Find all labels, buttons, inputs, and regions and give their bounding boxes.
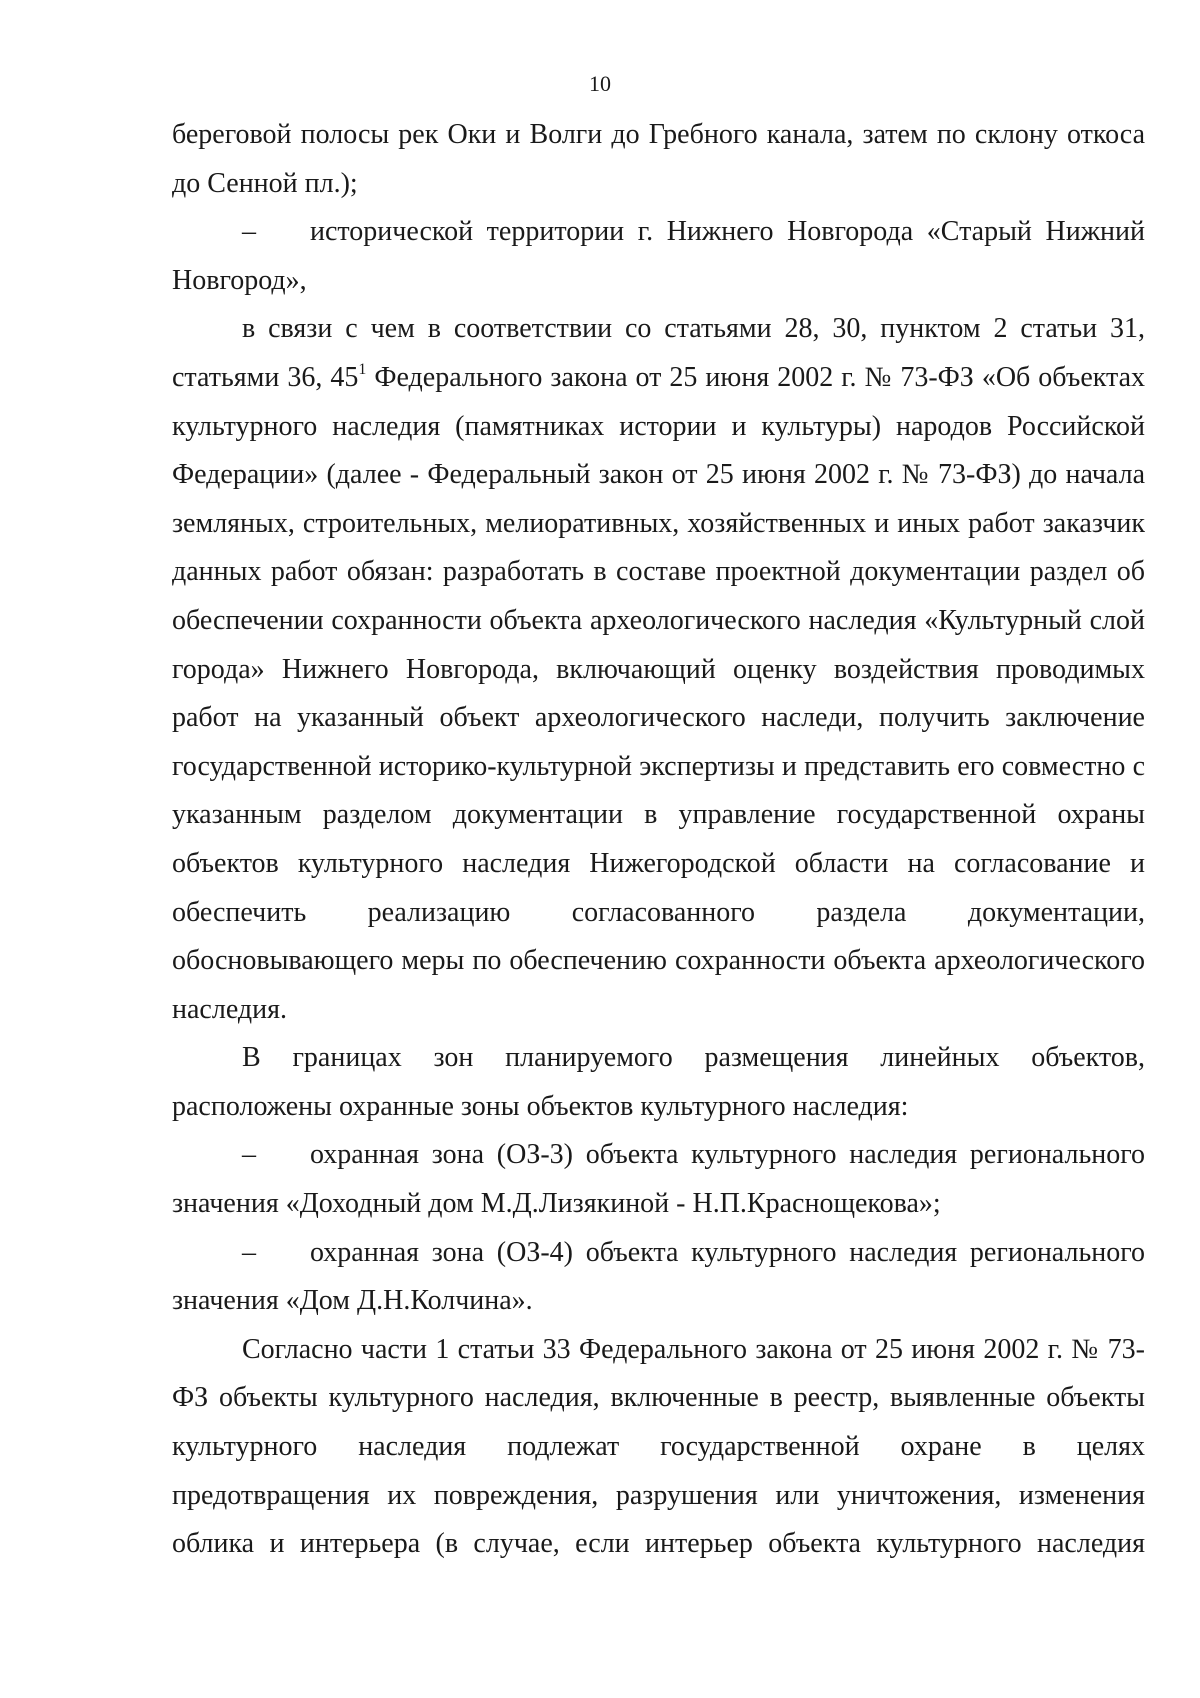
- list-item-text: исторической территории г. Нижнего Новгорода «Старый Нижний Новгород»,: [172, 216, 1145, 296]
- paragraph-article-33: [172, 1326, 1145, 1569]
- dash-bullet: –: [242, 1139, 256, 1171]
- list-item-oz3: [172, 1131, 1145, 1228]
- list-item-historic-territory: [172, 208, 1145, 305]
- paragraph-text: береговой полосы рек Оки и Волги до Гребного канала, затем по склону откоса до Сенной пл.);: [172, 119, 1145, 199]
- list-item-text: охранная зона (ОЗ-4) объекта культурного наследия регионального значения «Дом Д.Н.Колчина».: [172, 1236, 1145, 1317]
- paragraph-legal-requirements: [172, 305, 1145, 1034]
- paragraph-continuation: [172, 111, 1145, 208]
- dash-bullet: –: [242, 1236, 256, 1268]
- superscript-mark: 1: [358, 360, 367, 378]
- paragraph-text-part: Федерального закона от 25 июня 2002 г. № 73-ФЗ «Об объектах культурного наследия (памятниках истории и культуры) народов Российской Федерации» (далее - Федеральный закон от 25 июня 2002 г. № 73-ФЗ) до начала земляных, строительных, мелиоративных, хозяйственных и иных работ заказчик данных работ обязан: разработать в составе проектной документации раздел об обеспечении сохранности объекта археологического наследия «Культурный слой города» Нижнего Новгорода, включающий оценку воздействия проводимых работ на указанный объект археологического наследи, получить заключение государственной историко-культурной экспертизы и представить его совместно с указанным разделом документации в управление государственной охраны объектов культурного наследия Нижегородской области на согласование и обеспечить реализацию согласованного раздела документации, обосновывающего меры по обеспечению сохранности объекта археологического наследия.: [172, 361, 1146, 1025]
- paragraph-text-part: в связи с чем в соответствии со статьями 28, 30, пунктом 2 статьи 31, статьями 36, 45: [172, 313, 1145, 393]
- document-body: [172, 111, 1145, 1569]
- paragraph-protection-zones: [172, 1034, 1145, 1131]
- paragraph-text: Согласно части 1 статьи 33 Федерального закона от 25 июня 2002 г. № 73-ФЗ объекты культурного наследия, включенные в реестр, выявленные объекты культурного наследия подлежат государственной охране в целях предотвращения их повреждения, разрушения или уничтожения, изменения облика и интерьера (в случае, если интерьер объекта культурного наследия: [172, 1333, 1145, 1560]
- list-item-text: охранная зона (ОЗ-3) объекта культурного наследия регионального значения «Доходный дом М.Д.Лизякиной - Н.П.Краснощекова»;: [172, 1139, 1145, 1220]
- dash-bullet: –: [242, 216, 256, 248]
- list-item-oz4: [172, 1229, 1145, 1326]
- paragraph-text: В границах зон планируемого размещения линейных объектов, расположены охранные зоны объектов культурного наследия:: [172, 1042, 1145, 1122]
- page-number: 10: [589, 71, 611, 96]
